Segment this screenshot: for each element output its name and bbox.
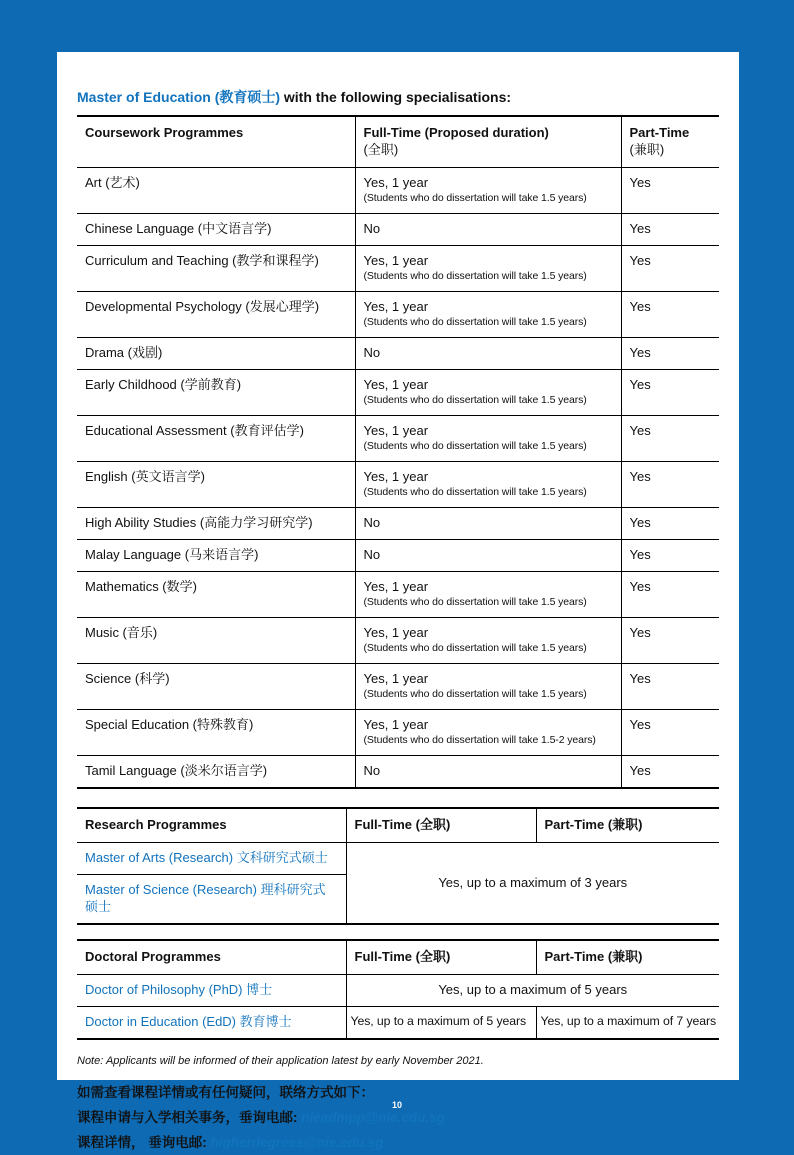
fulltime-cell (355, 370, 621, 416)
fulltime-cell (355, 618, 621, 664)
programme-cell: English (英文语言学) (77, 462, 355, 508)
coursework-header-fulltime-line2: (全职) (363, 142, 399, 157)
programme-cell: Science (科学) (77, 664, 355, 710)
coursework-header-programmes: Coursework Programmes (77, 116, 355, 168)
phd-duration-cell: Yes, up to a maximum of 5 years (346, 975, 719, 1007)
programme-cell: Special Education (特殊教育) (77, 710, 355, 756)
details-email-link[interactable]: higherdegrees@nie.edu.sg (210, 1135, 384, 1150)
parttime-cell: Yes (621, 246, 719, 292)
parttime-cell: Yes (621, 572, 719, 618)
parttime-cell: Yes (621, 462, 719, 508)
doctoral-table (77, 939, 719, 1040)
page-title (77, 88, 719, 106)
table-row (77, 540, 719, 572)
fulltime-value: Yes, 1 year (363, 469, 429, 484)
programme-cell: Early Childhood (学前教育) (77, 370, 355, 416)
table-row (77, 508, 719, 540)
fulltime-value: Yes, 1 year (363, 671, 429, 686)
programme-cell: Art (艺术) (77, 168, 355, 214)
parttime-cell: Yes (621, 508, 719, 540)
admissions-email-link[interactable]: nieadmpp@nie.edu.sg (301, 1110, 445, 1125)
programme-cell: Curriculum and Teaching (教学和课程学) (77, 246, 355, 292)
fulltime-cell (355, 508, 621, 540)
fulltime-dissertation-note: (Students who do dissertation will take 1.5 years) (363, 316, 587, 328)
title-suffix: with the following specialisations: (283, 89, 512, 105)
fulltime-cell (355, 338, 621, 370)
programme-cell: Mathematics (数学) (77, 572, 355, 618)
parttime-cell: Yes (621, 710, 719, 756)
parttime-cell: Yes (621, 338, 719, 370)
contact-admissions-label: 课程申请与入学相关事务，垂询电邮: (77, 1110, 302, 1125)
research-table (77, 807, 719, 925)
table-row (77, 1007, 719, 1040)
fulltime-cell (355, 416, 621, 462)
fulltime-cell (355, 756, 621, 789)
programme-cell: Malay Language (马来语言学) (77, 540, 355, 572)
fulltime-cell (355, 572, 621, 618)
programme-cell: Drama (戏剧) (77, 338, 355, 370)
parttime-cell: Yes (621, 214, 719, 246)
table-row (77, 843, 719, 875)
fulltime-value: Yes, 1 year (363, 377, 429, 392)
research-programme-link[interactable]: Master of Arts (Research) 文科研究式硕士 (77, 843, 346, 875)
research-programme-link[interactable]: Master of Science (Research) 理科研究式硕士 (77, 875, 346, 925)
doctoral-header-programmes: Doctoral Programmes (77, 940, 346, 975)
table-row (77, 756, 719, 789)
fulltime-dissertation-note: (Students who do dissertation will take 1.5 years) (363, 270, 587, 282)
fulltime-dissertation-note: (Students who do dissertation will take 1.5 years) (363, 642, 587, 654)
fulltime-cell (355, 664, 621, 710)
parttime-cell: Yes (621, 756, 719, 789)
programme-cell: High Ability Studies (高能力学习研究学) (77, 508, 355, 540)
doctoral-header-fulltime: Full-Time (全职) (346, 940, 536, 975)
doctoral-header-row (77, 940, 719, 975)
coursework-table-body (77, 168, 719, 789)
fulltime-value: Yes, 1 year (363, 253, 429, 268)
research-header-programmes: Research Programmes (77, 808, 346, 843)
coursework-header-fulltime-line1: Full-Time (Proposed duration) (363, 125, 549, 140)
doctoral-programme-link[interactable]: Doctor in Education (EdD) 教育博士 (77, 1007, 346, 1040)
table-row (77, 370, 719, 416)
edd-parttime-cell: Yes, up to a maximum of 7 years (536, 1007, 719, 1040)
fulltime-cell (355, 540, 621, 572)
fulltime-value: Yes, 1 year (363, 625, 429, 640)
parttime-cell: Yes (621, 370, 719, 416)
fulltime-cell (355, 246, 621, 292)
fulltime-value: No (363, 763, 381, 778)
research-header-fulltime: Full-Time (全职) (346, 808, 536, 843)
fulltime-dissertation-note: (Students who do dissertation will take 1.5 years) (363, 440, 587, 452)
research-header-row (77, 808, 719, 843)
fulltime-cell (355, 710, 621, 756)
table-row (77, 618, 719, 664)
fulltime-dissertation-note: (Students who do dissertation will take 1.5-2 years) (363, 734, 596, 746)
contact-details-label: 课程详情， 垂询电邮: (77, 1135, 211, 1150)
fulltime-dissertation-note: (Students who do dissertation will take 1.5 years) (363, 596, 587, 608)
fulltime-value: No (363, 547, 381, 562)
fulltime-cell (355, 292, 621, 338)
coursework-header-parttime-line2: (兼职) (629, 142, 665, 157)
fulltime-dissertation-note: (Students who do dissertation will take 1.5 years) (363, 192, 587, 204)
table-row (77, 246, 719, 292)
contact-block (77, 1080, 719, 1155)
coursework-table (77, 115, 719, 789)
research-duration-cell: Yes, up to a maximum of 3 years (346, 843, 719, 925)
table-row (77, 462, 719, 508)
table-row (77, 664, 719, 710)
programme-cell: Music (音乐) (77, 618, 355, 664)
coursework-header-parttime-line1: Part-Time (629, 125, 690, 140)
table-row (77, 710, 719, 756)
fulltime-value: Yes, 1 year (363, 717, 429, 732)
fulltime-dissertation-note: (Students who do dissertation will take 1.5 years) (363, 688, 587, 700)
coursework-header-parttime (621, 116, 719, 168)
doctoral-programme-link[interactable]: Doctor of Philosophy (PhD) 博士 (77, 975, 346, 1007)
parttime-cell: Yes (621, 618, 719, 664)
title-programme-link[interactable]: Master of Education (77, 89, 211, 105)
fulltime-value: Yes, 1 year (363, 579, 429, 594)
table-row (77, 975, 719, 1007)
parttime-cell: Yes (621, 416, 719, 462)
table-row (77, 572, 719, 618)
table-row (77, 338, 719, 370)
table-row (77, 214, 719, 246)
fulltime-value: Yes, 1 year (363, 299, 429, 314)
doctoral-header-parttime: Part-Time (兼职) (536, 940, 719, 975)
contact-details-line (77, 1130, 719, 1155)
programme-cell: Educational Assessment (教育评估学) (77, 416, 355, 462)
programme-cell: Chinese Language (中文语言学) (77, 214, 355, 246)
parttime-cell: Yes (621, 168, 719, 214)
page-number: 10 (391, 1100, 402, 1110)
fulltime-value: No (363, 515, 381, 530)
fulltime-cell (355, 214, 621, 246)
contact-intro: 如需查看课程详情或有任何疑问，联络方式如下： (77, 1085, 374, 1100)
application-note: Note: Applicants will be informed of their application latest by early November 2021. (77, 1055, 484, 1067)
programme-cell: Tamil Language (淡米尔语言学) (77, 756, 355, 789)
fulltime-cell (355, 168, 621, 214)
programme-cell: Developmental Psychology (发展心理学) (77, 292, 355, 338)
fulltime-dissertation-note: (Students who do dissertation will take 1.5 years) (363, 486, 587, 498)
table-row (77, 168, 719, 214)
parttime-cell: Yes (621, 292, 719, 338)
fulltime-value: Yes, 1 year (363, 423, 429, 438)
fulltime-dissertation-note: (Students who do dissertation will take 1.5 years) (363, 394, 587, 406)
table-row (77, 292, 719, 338)
fulltime-value: No (363, 221, 381, 236)
fulltime-value: Yes, 1 year (363, 175, 429, 190)
fulltime-value: No (363, 345, 381, 360)
coursework-header-row (77, 116, 719, 168)
research-header-parttime: Part-Time (兼职) (536, 808, 719, 843)
fulltime-cell (355, 462, 621, 508)
parttime-cell: Yes (621, 664, 719, 710)
table-row (77, 416, 719, 462)
coursework-header-fulltime (355, 116, 621, 168)
title-programme-cn: (教育硕士) (214, 89, 281, 105)
edd-fulltime-cell: Yes, up to a maximum of 5 years (346, 1007, 536, 1040)
parttime-cell: Yes (621, 540, 719, 572)
